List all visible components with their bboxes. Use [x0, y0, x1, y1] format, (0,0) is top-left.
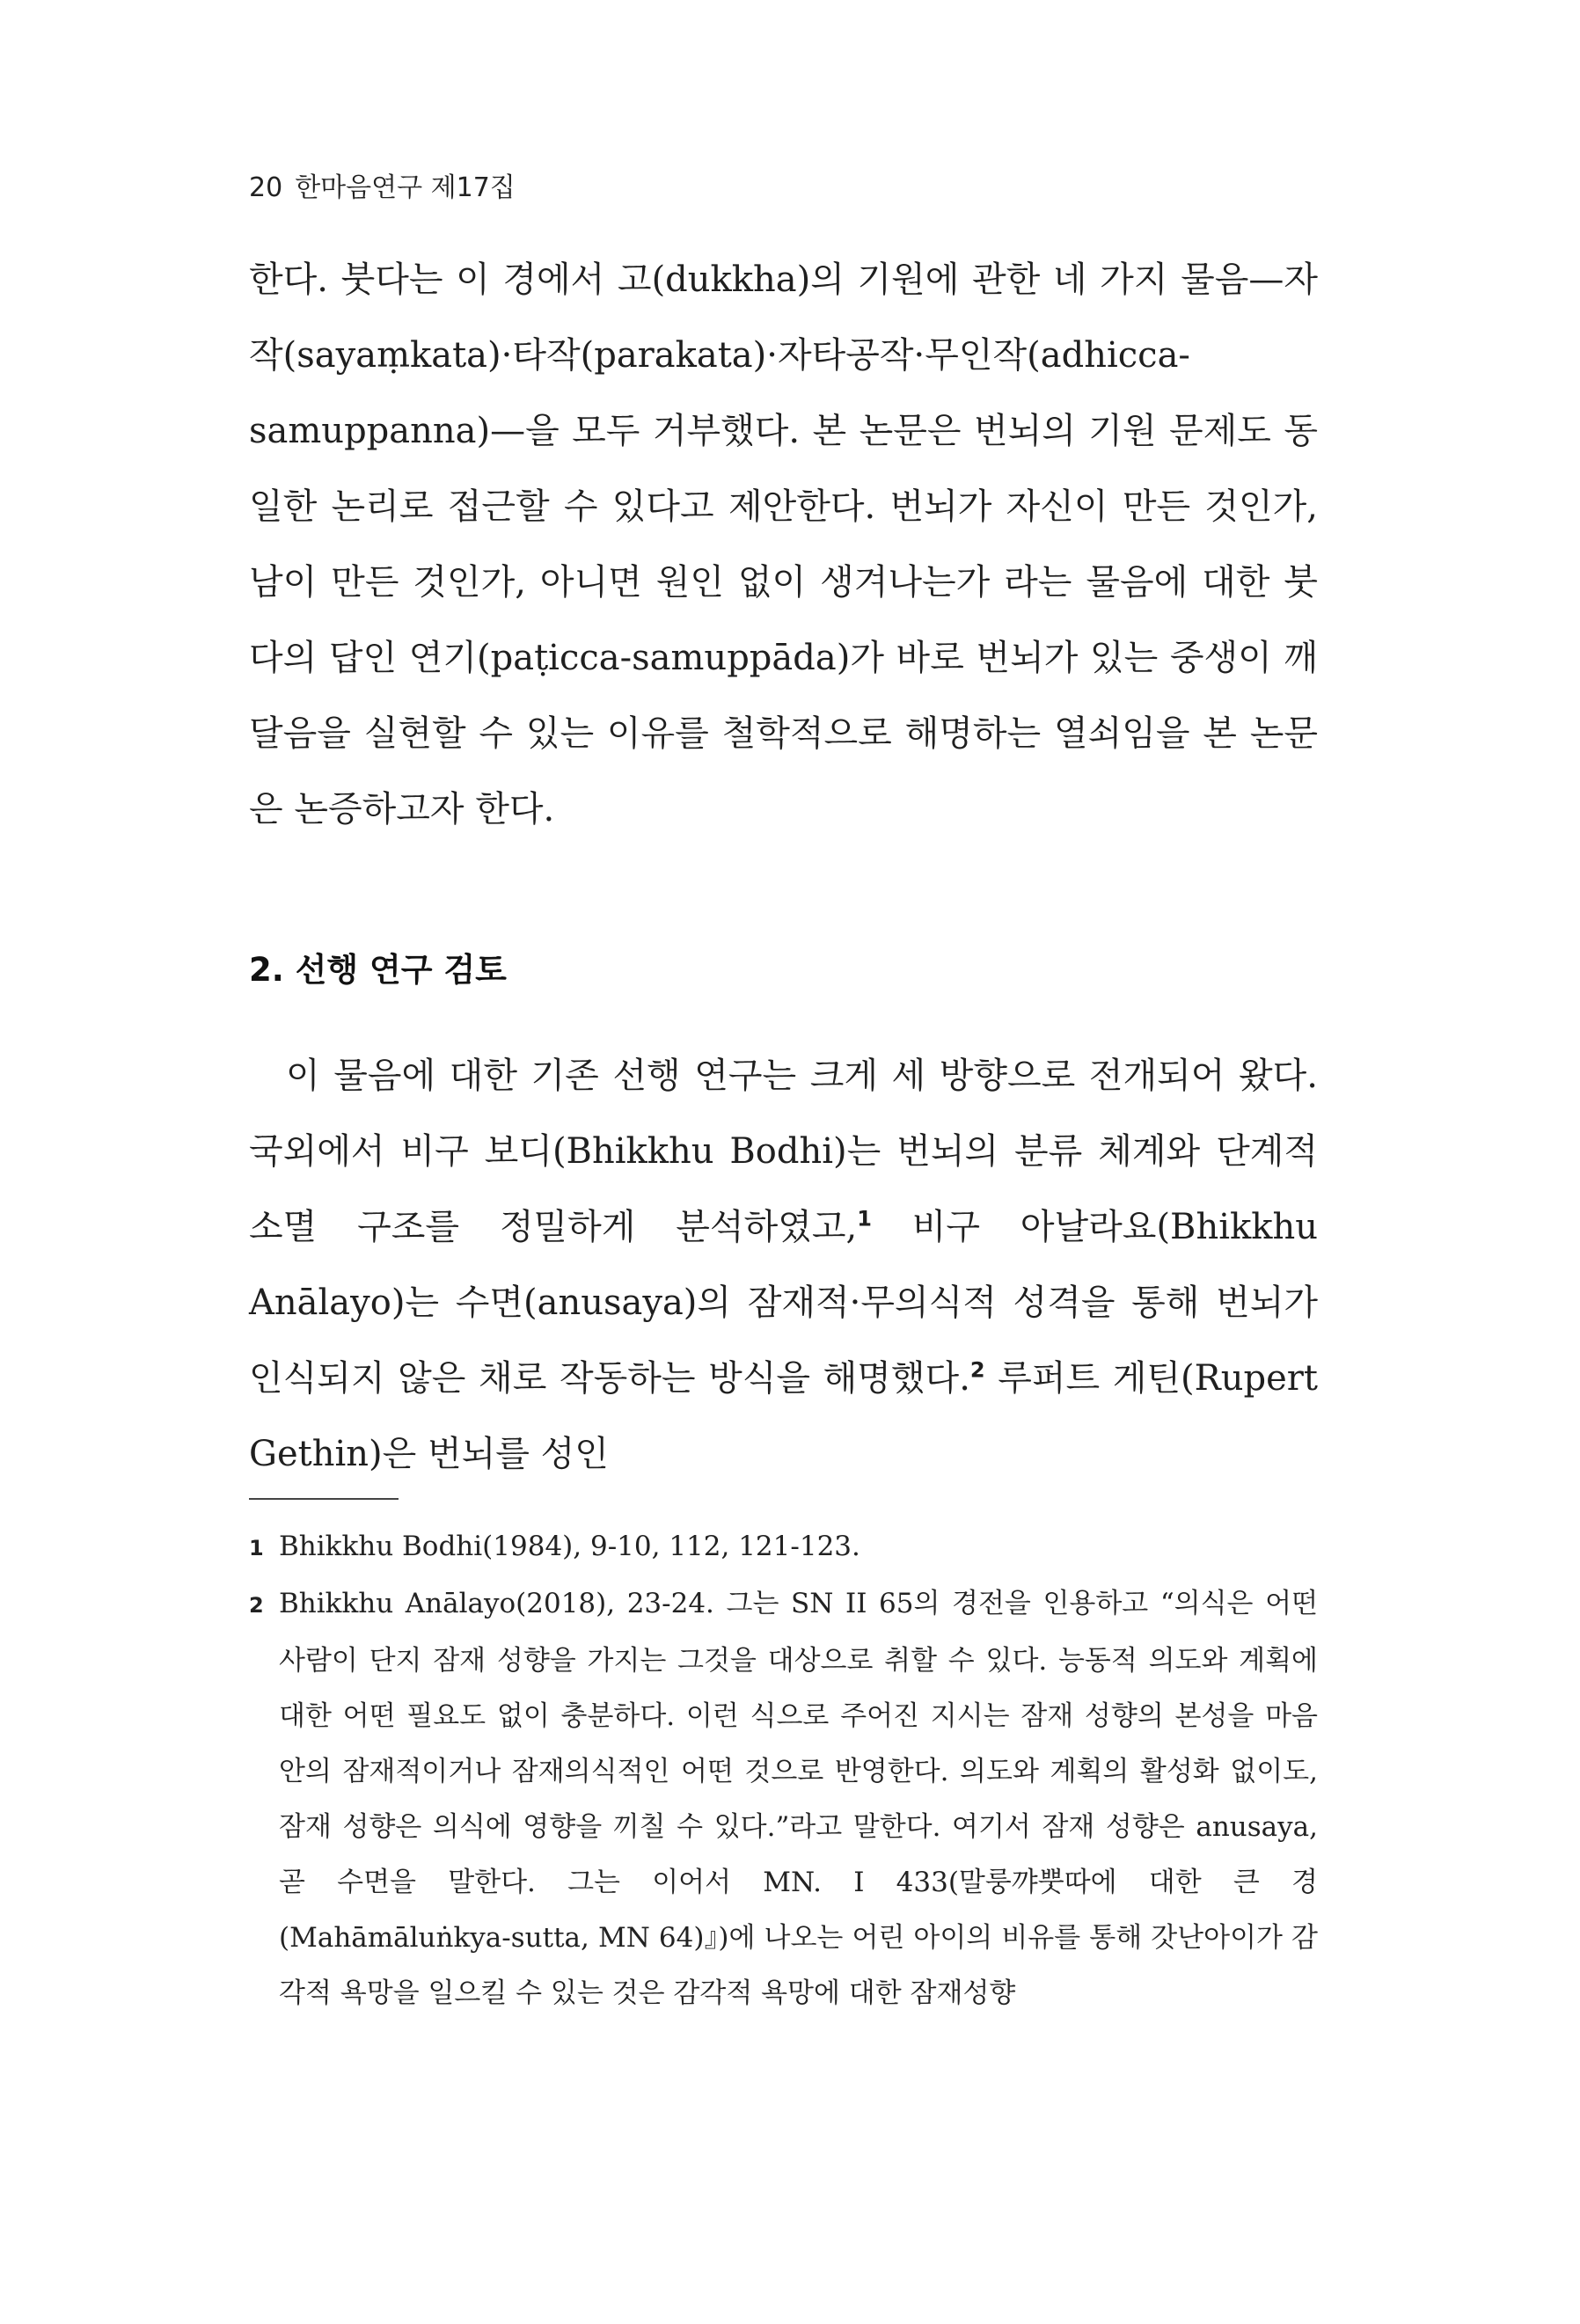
running-head: [249, 165, 516, 204]
footnote-1-text: Bhikkhu Bodhi(1984), 9-10, 112, 121-123.: [279, 1531, 860, 1562]
footnote-1-number: 1: [249, 1536, 264, 1560]
footnotes: [249, 1519, 1318, 2021]
footnote-1: [249, 1519, 1318, 1576]
page-number: 20: [249, 172, 283, 203]
footnote-ref-1[interactable]: 1: [857, 1206, 872, 1231]
paragraph-2-part-c: 루퍼트 게틴(Rupert Gethin)은 번뇌를 성인: [249, 1358, 1318, 1474]
footnote-ref-2[interactable]: 2: [969, 1357, 985, 1383]
paragraph-2-part-a: 이 물음에 대한 기존 선행 연구는 크게 세 방향으로 전개되어 왔다. 국외에서 비구 보디(Bhikkhu Bodhi)는 번뇌의 분류 체계와 단계적 소멸 구조를 정밀하게 분석하였고,: [249, 1056, 1318, 1247]
footnote-2-number: 2: [249, 1593, 264, 1618]
footnote-divider: [249, 1498, 399, 1500]
body-paragraph-2: [249, 1038, 1318, 1492]
footnote-2: [249, 1576, 1318, 2021]
section-heading: 2. 선행 연구 검토: [249, 951, 507, 989]
journal-title: 한마음연구 제17집: [295, 172, 516, 203]
paragraph-2-part-b: 비구 아날라요(Bhikkhu Anālayo)는 수면(anusaya)의 잠재적·무의식적 성격을 통해 번뇌가 인식되지 않은 채로 작동하는 방식을 해명했다.: [249, 1207, 1319, 1399]
footnote-2-text: Bhikkhu Anālayo(2018), 23-24. 그는 SN II 65의 경전을 인용하고 “의식은 어떤 사람이 단지 잠재 성향을 가지는 그것을 대상으로 취할 수 있다. 능동적 의도와 계획에 대한 어떤 필요도 없이 충분하다. 이런 식으로 주어진 지시는 잠재 성향의 본성을 마음 안의 잠재적이거나 잠재의식적인 어떤 것으로 반영한다. 의도와 계획의 활성화 없이도, 잠재 성향은 의식에 영향을 끼칠 수 있다.”라고 말한다. 여기서 잠재 성향은 anusaya, 곧 수면을 말한다. 그는 이어서 MN. I 433(말룽꺄뿟따에 대한 큰 경(Mahāmāluṅkya-sutta, MN 64)』)에 나오는 어린 아이의 비유를 통해 갓난아이가 감각적 욕망을 일으킬 수 있는 것은 감각적 욕망에 대한 잠재성향: [279, 1588, 1318, 2009]
body-paragraph-1: 한다. 붓다는 이 경에서 고(dukkha)의 기원에 관한 네 가지 물음—자작(sayaṃkata)·타작(parakata)·자타공작·무인작(adhicca-samuppanna)—을 모두 거부했다. 본 논문은 번뇌의 기원 문제도 동일한 논리로 접근할 수 있다고 제안한다. 번뇌가 자신이 만든 것인가, 남이 만든 것인가, 아니면 원인 없이 생겨나는가 라는 물음에 대한 붓다의 답인 연기(paṭicca-samuppāda)가 바로 번뇌가 있는 중생이 깨달음을 실현할 수 있는 이유를 철학적으로 해명하는 열쇠임을 본 논문은 논증하고자 한다.: [249, 259, 1318, 829]
